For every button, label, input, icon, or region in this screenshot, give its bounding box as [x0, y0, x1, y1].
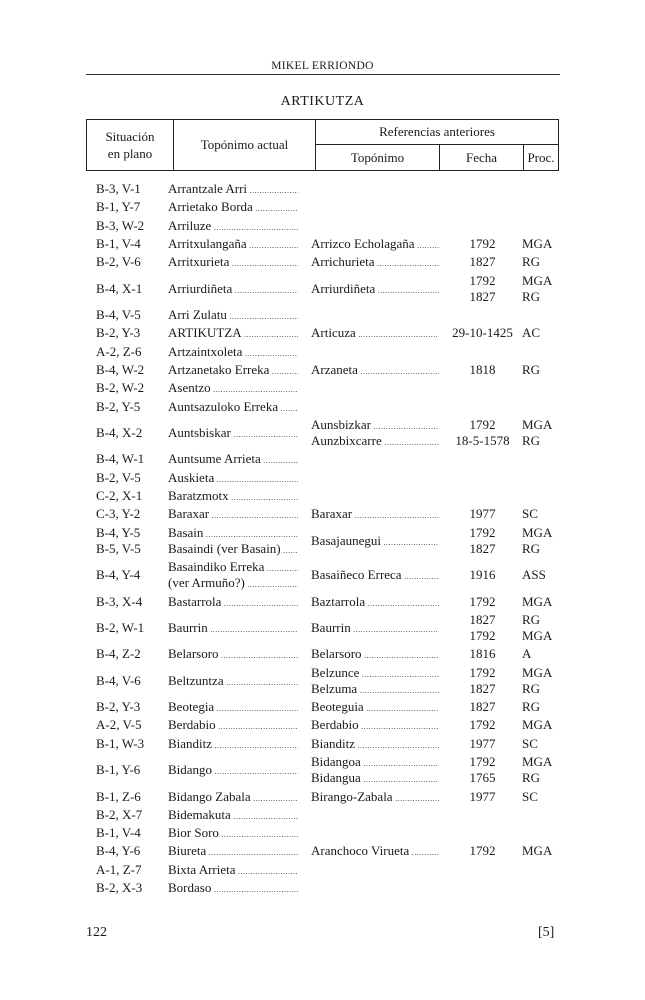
toponimo-actual-cell: Bianditz .....: [168, 736, 298, 754]
header-toponimo-actual-label: Topónimo actual: [200, 137, 289, 152]
table-row: [0, 754, 645, 789]
fecha-cell: 1977: [469, 735, 496, 751]
proc-cell: RG: [522, 361, 541, 377]
proc-cell: MGA: [522, 627, 553, 643]
situacion-cell: B-2, X-7: [96, 806, 143, 822]
toponimo-anterior-cell: Aunsbizkar .....: [311, 417, 439, 435]
table-row: [0, 273, 645, 308]
toponimo-anterior-cell: Bianditz .....: [311, 736, 439, 754]
proc-cell: SC: [522, 506, 538, 522]
fecha-cell: 1792: [469, 843, 496, 859]
fecha-cell: 1827: [469, 254, 496, 270]
toponimo-anterior-cell: Bidangoa .....: [311, 754, 439, 772]
fecha-cell: 1977: [469, 506, 496, 522]
toponimo-anterior-cell: Aunzbixcarre .....: [311, 433, 439, 451]
toponimo-actual-cell: Auskieta .....: [168, 470, 298, 488]
toponimo-anterior-cell: Belarsoro .....: [311, 646, 439, 664]
toponimo-actual-cell: Baraxar .....: [168, 506, 298, 524]
table-row: [0, 254, 645, 272]
toponimo-actual-cell: Bordaso .....: [168, 880, 298, 898]
table-row: [0, 559, 645, 594]
situacion-cell: A-1, Z-7: [96, 861, 142, 877]
toponimo-anterior-cell: Birango-Zabala .....: [311, 789, 439, 807]
header-toponimo-label: Topónimo: [350, 150, 405, 165]
situacion-cell: B-2, V-6: [96, 254, 141, 270]
table-row: [0, 646, 645, 664]
table-row: [0, 825, 645, 843]
toponimo-actual-cell: Bixta Arrieta .....: [168, 862, 298, 880]
situacion-cell: B-1, V-4: [96, 825, 141, 841]
table-row: [0, 218, 645, 236]
table-row: [0, 699, 645, 717]
header-cell-situacion: [86, 119, 174, 171]
fecha-cell: 1816: [469, 646, 496, 662]
section-title: ARTIKUTZA: [280, 94, 365, 109]
toponimo-actual-cell: ARTIKUTZA .....: [168, 325, 298, 343]
table-row: [0, 665, 645, 700]
fecha-cell: 1827: [469, 699, 496, 715]
fecha-cell: 1827: [469, 611, 496, 627]
table-row: [0, 862, 645, 880]
table-row: [0, 236, 645, 254]
table-row: [0, 880, 645, 898]
toponimo-anterior-cell: Aranchoco Virueta .....: [311, 843, 439, 861]
toponimo-anterior-cell: Articuza .....: [311, 325, 439, 343]
proc-cell: MGA: [522, 843, 553, 859]
table-row: [0, 451, 645, 469]
proc-cell: ASS: [522, 567, 546, 583]
situacion-cell: B-2, X-3: [96, 880, 143, 895]
table-row: [0, 807, 645, 825]
proc-cell: RG: [522, 611, 541, 627]
proc-cell: RG: [522, 540, 541, 556]
situacion-cell: B-4, Y-6: [96, 843, 141, 859]
header-situacion-label: Situación: [105, 129, 155, 144]
situacion-cell: A-2, Z-6: [96, 343, 142, 359]
fecha-cell: 1765: [469, 770, 496, 786]
fecha-cell: 1792: [469, 717, 496, 733]
fecha-cell: 1916: [469, 567, 496, 583]
toponimo-actual-cell: Baratzmotx .....: [168, 488, 298, 506]
proc-cell: MGA: [522, 593, 553, 609]
header-fecha-label: Fecha: [465, 150, 498, 165]
situacion-cell: B-4, Y-4: [96, 567, 141, 583]
toponimo-actual-cell: Baurrin .....: [168, 620, 298, 638]
situacion-cell: B-1, Y-7: [96, 199, 141, 215]
fecha-cell: 1792: [469, 754, 496, 769]
situacion-cell: B-4, Y-5: [96, 524, 141, 540]
table-row: [0, 380, 645, 398]
fecha-cell: 1792: [469, 664, 496, 680]
toponimo-actual-cell: Asentzo .....: [168, 380, 298, 398]
situacion-cell: B-2, Y-3: [96, 699, 141, 715]
toponimo-actual-cell: Artzanetako Erreka .....: [168, 362, 298, 380]
table-row: [0, 736, 645, 754]
toponimo-actual-cell: Bidango Zabala .....: [168, 789, 298, 807]
situacion-cell: B-4, Z-2: [96, 646, 141, 662]
situacion-cell: B-3, V-1: [96, 181, 141, 196]
proc-cell: RG: [522, 432, 541, 448]
table-row: [0, 362, 645, 380]
situacion-cell: C-3, Y-2: [96, 506, 141, 522]
situacion-cell: B-4, W-2: [96, 361, 145, 377]
table-row: [0, 307, 645, 325]
toponimo-anterior-cell: Arriurdiñeta .....: [311, 281, 439, 299]
proc-cell: RG: [522, 680, 541, 696]
table-row: [0, 612, 645, 647]
situacion-cell: B-4, X-1: [96, 280, 143, 296]
situacion-cell: B-1, W-3: [96, 735, 145, 751]
situacion-cell: B-5, V-5: [96, 540, 141, 556]
toponimo-anterior-cell: Baztarrola .....: [311, 594, 439, 612]
toponimo-anterior-cell: Arzaneta .....: [311, 362, 439, 380]
toponimo-anterior-cell: Basaiñeco Erreca .....: [311, 567, 439, 585]
toponimo-actual-cell: (ver Armuño?) .....: [168, 575, 298, 593]
proc-cell: AC: [522, 325, 541, 341]
header-rule: [86, 74, 560, 75]
table-row: [0, 399, 645, 417]
table-row: [0, 717, 645, 735]
toponimo-actual-cell: Bidemakuta .....: [168, 807, 298, 825]
toponimo-anterior-cell: Basajaunegui .....: [311, 533, 439, 551]
situacion-cell: B-3, X-4: [96, 593, 143, 609]
toponimo-anterior-cell: Berdabio .....: [311, 717, 439, 735]
fecha-cell: 1792: [469, 593, 496, 609]
proc-cell: MGA: [522, 754, 553, 769]
table-row: [0, 506, 645, 524]
situacion-cell: B-4, V-5: [96, 307, 141, 322]
sheet-number: [5]: [538, 925, 555, 940]
proc-cell: MGA: [522, 524, 553, 540]
proc-cell: MGA: [522, 717, 553, 733]
toponimo-actual-cell: Basain .....: [168, 525, 298, 543]
fecha-cell: 1827: [469, 288, 496, 304]
table-row: [0, 181, 645, 199]
toponimo-actual-cell: Artzaintxoleta .....: [168, 344, 298, 362]
situacion-cell: C-2, X-1: [96, 487, 143, 503]
running-head: MIKEL ERRIONDO: [271, 60, 374, 72]
situacion-cell: B-1, V-4: [96, 235, 141, 251]
toponimo-anterior-cell: Arrichurieta .....: [311, 254, 439, 272]
toponimo-actual-cell: Beotegia .....: [168, 699, 298, 717]
toponimo-actual-cell: Bior Soro .....: [168, 825, 298, 843]
toponimo-anterior-cell: Belzunce .....: [311, 665, 439, 683]
proc-cell: RG: [522, 770, 541, 786]
proc-cell: A: [522, 646, 532, 662]
toponimo-anterior-cell: Bidangua .....: [311, 770, 439, 788]
toponimo-actual-cell: Biureta .....: [168, 843, 298, 861]
toponimo-actual-cell: Arrietako Borda .....: [168, 199, 298, 217]
toponimo-actual-cell: Bidango .....: [168, 762, 298, 780]
situacion-cell: B-2, W-1: [96, 619, 145, 635]
toponimo-actual-cell: Arriluze .....: [168, 218, 298, 236]
proc-cell: SC: [522, 788, 538, 804]
situacion-cell: A-2, V-5: [96, 717, 142, 733]
situacion-cell: B-2, W-2: [96, 380, 145, 396]
toponimo-actual-cell: Arritxurieta .....: [168, 254, 298, 272]
proc-cell: RG: [522, 288, 541, 304]
fecha-cell: 29-10-1425: [452, 325, 513, 341]
table-row: [0, 470, 645, 488]
situacion-cell: B-1, Z-6: [96, 788, 141, 804]
toponimo-actual-cell: Belarsoro .....: [168, 646, 298, 664]
fecha-cell: 18-5-1578: [455, 432, 510, 448]
situacion-cell: B-2, Y-5: [96, 398, 141, 414]
table-row: [0, 594, 645, 612]
toponimo-actual-cell: Bastarrola .....: [168, 594, 298, 612]
proc-cell: MGA: [522, 235, 553, 251]
situacion-cell: B-4, V-6: [96, 672, 141, 688]
fecha-cell: 1977: [469, 788, 496, 804]
toponimo-actual-cell: Beltzuntza .....: [168, 673, 298, 691]
toponimo-actual-cell: Basaindiko Erreka .....: [168, 559, 298, 577]
fecha-cell: 1827: [469, 540, 496, 556]
fecha-cell: 1827: [469, 680, 496, 696]
toponimo-actual-cell: Auntsbiskar .....: [168, 425, 298, 443]
table-row: [0, 199, 645, 217]
proc-cell: MGA: [522, 272, 553, 288]
situacion-cell: B-4, X-2: [96, 424, 143, 440]
proc-cell: SC: [522, 735, 538, 751]
toponimo-anterior-cell: Belzuma .....: [311, 681, 439, 699]
toponimo-actual-cell: Arritxulangaña .....: [168, 236, 298, 254]
header-en-plano-label: en plano: [107, 146, 153, 161]
toponimo-actual-cell: Auntsazuloko Erreka .....: [168, 399, 298, 417]
table-row: [0, 843, 645, 861]
proc-cell: RG: [522, 699, 541, 715]
proc-cell: MGA: [522, 416, 553, 432]
proc-cell: RG: [522, 254, 541, 270]
table-row: [0, 344, 645, 362]
fecha-cell: 1792: [469, 235, 496, 251]
toponimo-actual-cell: Basaindi (ver Basain) .....: [168, 541, 298, 559]
toponimo-actual-cell: Berdabio .....: [168, 717, 298, 735]
toponimo-actual-cell: Arrantzale Arri .....: [168, 181, 298, 199]
toponimo-anterior-cell: Arrizco Echolagaña .....: [311, 236, 439, 254]
table-row: [0, 525, 645, 560]
toponimo-anterior-cell: Baurrin .....: [311, 620, 439, 638]
header-proc-label: Proc.: [527, 150, 555, 165]
fecha-cell: 1792: [469, 272, 496, 288]
table-row: [0, 325, 645, 343]
situacion-cell: B-2, Y-3: [96, 325, 141, 341]
table-row: [0, 417, 645, 452]
situacion-cell: B-4, W-1: [96, 451, 145, 467]
fecha-cell: 1818: [469, 361, 496, 377]
situacion-cell: B-3, W-2: [96, 217, 145, 233]
fecha-cell: 1792: [469, 416, 496, 432]
table-row: [0, 789, 645, 807]
page-number: 122: [86, 925, 107, 940]
toponimo-actual-cell: Auntsume Arrieta .....: [168, 451, 298, 469]
table-row: [0, 488, 645, 506]
fecha-cell: 1792: [469, 627, 496, 643]
fecha-cell: 1792: [469, 524, 496, 540]
situacion-cell: B-1, Y-6: [96, 762, 141, 778]
proc-cell: MGA: [522, 664, 553, 680]
toponimo-actual-cell: Arriurdiñeta .....: [168, 281, 298, 299]
header-referencias-label: Referencias anteriores: [379, 124, 495, 139]
situacion-cell: B-2, V-5: [96, 469, 141, 485]
toponimo-anterior-cell: Baraxar .....: [311, 506, 439, 524]
toponimo-actual-cell: Arri Zulatu .....: [168, 307, 298, 325]
toponimo-anterior-cell: Beoteguia .....: [311, 699, 439, 717]
